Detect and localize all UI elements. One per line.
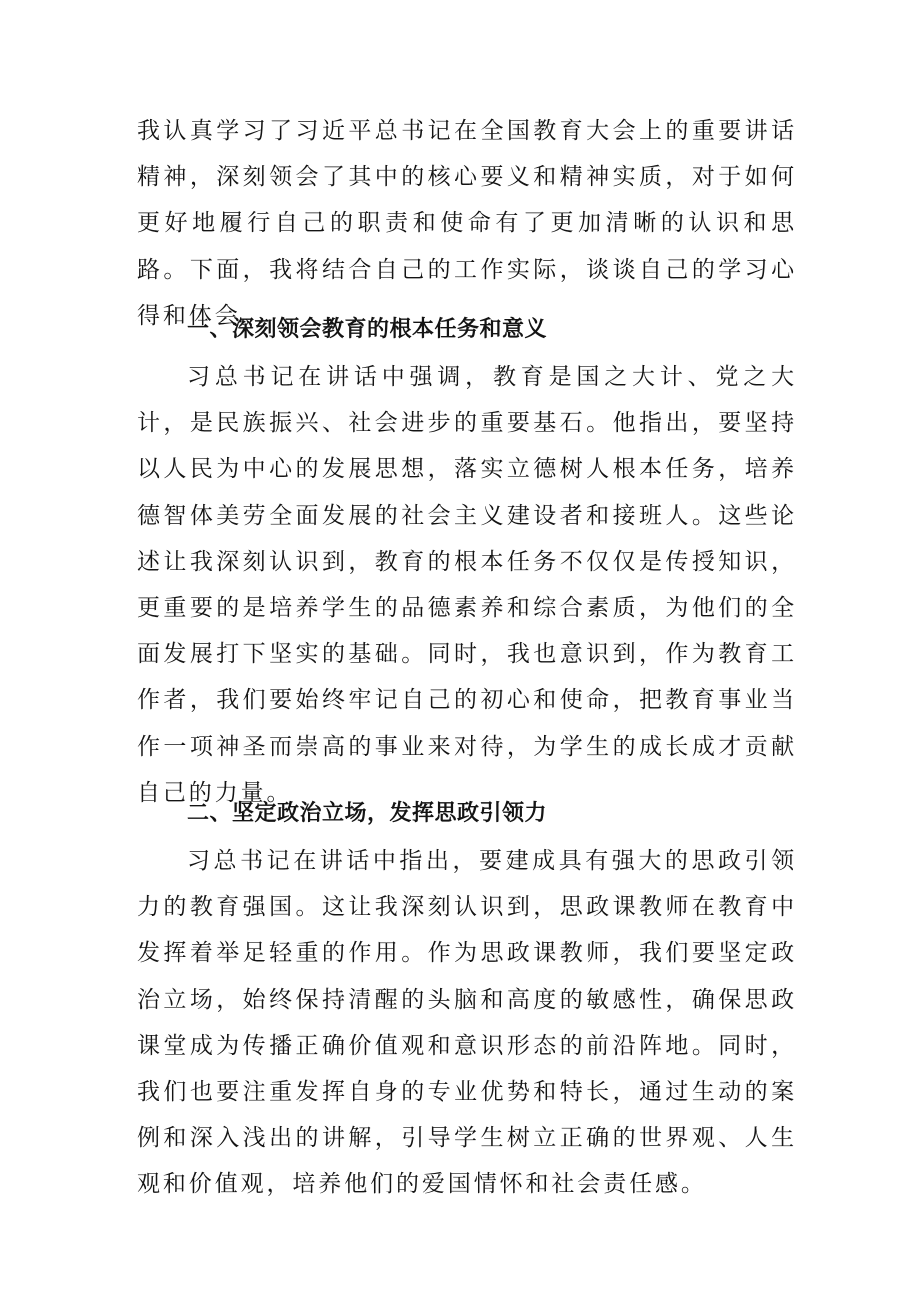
section-2-heading: 二、坚定政治立场，发挥思政引领力 [187, 801, 548, 826]
intro-paragraph: 我认真学习了习近平总书记在全国教育大会上的重要讲话精神，深刻领会了其中的核心要义和精神实质，对于如何更好地履行自己的职责和使命有了更加清晰的认识和思路。下面，我将结合自己的工作实际，谈谈自己的学习心得和体会。 [137, 118, 797, 329]
section-2-paragraph: 习总书记在讲话中指出，要建成具有强大的思政引领力的教育强国。这让我深刻认识到，思政课教师在教育中发挥着举足轻重的作用。作为思政课教师，我们要坚定政治立场，始终保持清醒的头脑和高度的敏感性，确保思政课堂成为传播正确价值观和意识形态的前沿阵地。同时，我们也要注重发挥自身的专业优势和特长，通过生动的案例和深入浅出的讲解，引导学生树立正确的世界观、人生观和价值观，培养他们的爱国情怀和社会责任感。 [137, 848, 797, 1198]
section-1-paragraph: 习总书记在讲话中强调，教育是国之大计、党之大计，是民族振兴、社会进步的重要基石。他指出，要坚持以人民为中心的发展思想，落实立德树人根本任务，培养德智体美劳全面发展的社会主义建设者和接班人。这些论述让我深刻认识到，教育的根本任务不仅仅是传授知识，更重要的是培养学生的品德素养和综合素质，为他们的全面发展打下坚实的基础。同时，我也意识到，作为教育工作者，我们要始终牢记自己的初心和使命，把教育事业当作一项神圣而崇高的事业来对待，为学生的成长成才贡献自己的力量。 [137, 364, 797, 806]
section-1-heading: 一、深刻领会教育的根本任务和意义 [187, 317, 548, 342]
